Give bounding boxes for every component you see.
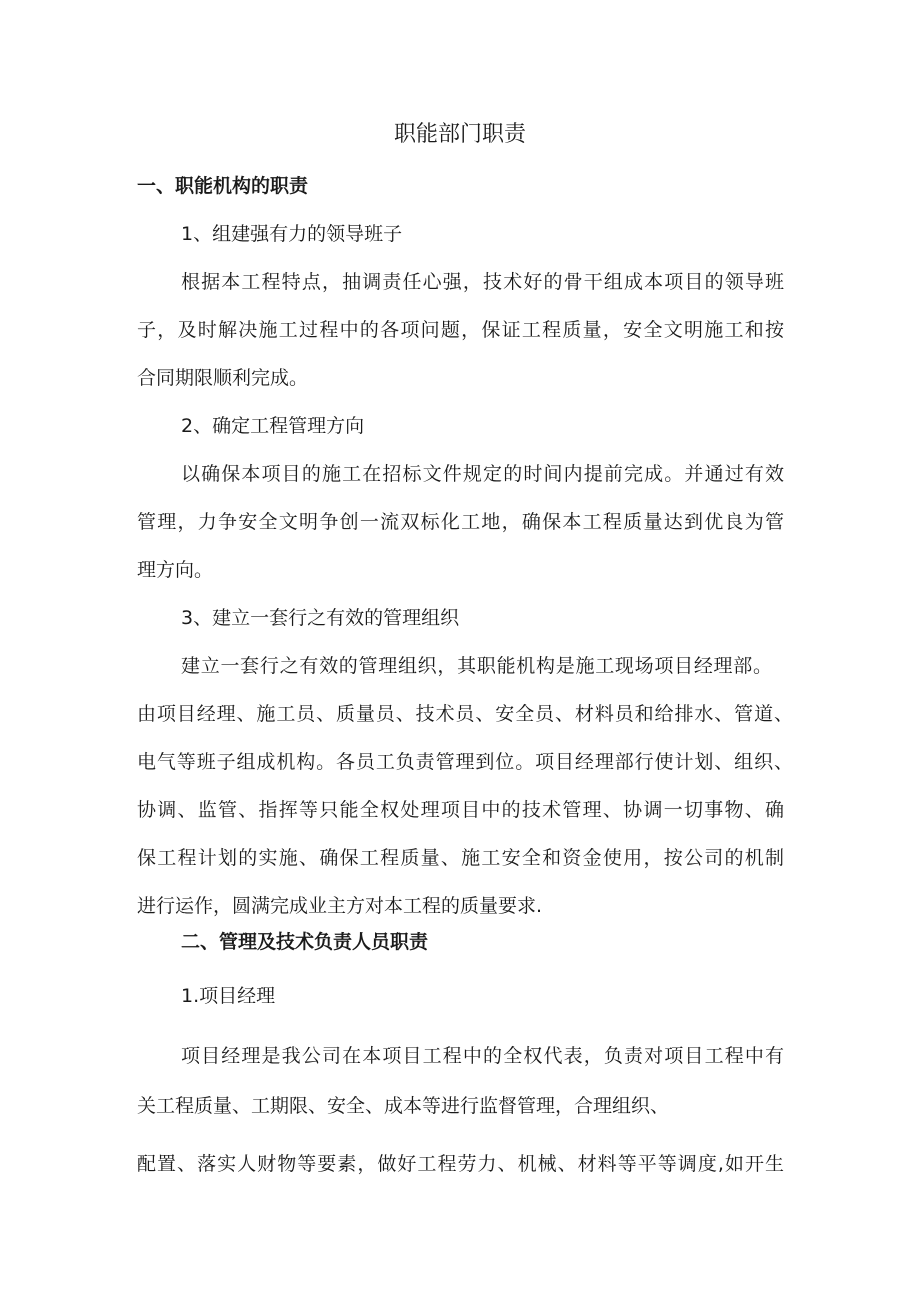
paragraph-line: 配置、落实人财物等要素，做好工程劳力、机械、材料等平等调度,如开生 bbox=[137, 1153, 784, 1175]
paragraph-line: 理方向。 bbox=[137, 559, 214, 581]
section-2-heading: 二、管理及技术负责人员职责 bbox=[181, 931, 429, 953]
paragraph-line: 根据本工程特点，抽调责任心强，技术好的骨干组成本项目的领导班 bbox=[181, 271, 784, 293]
item-3-title: 3、建立一套行之有效的管理组织 bbox=[181, 607, 460, 629]
paragraph-line: 协调、监管、指挥等只能全权处理项目中的技术管理、协调一切事物、确 bbox=[137, 799, 784, 821]
paragraph-line: 电气等班子组成机构。各员工负责管理到位。项目经理部行使计划、组织、 bbox=[137, 751, 793, 773]
section-1-heading: 一、职能机构的职责 bbox=[137, 175, 309, 197]
paragraph-line: 项目经理是我公司在本项目工程中的全权代表，负责对项目工程中有 bbox=[181, 1045, 784, 1067]
paragraph-line: 子，及时解决施工过程中的各项问题，保证工程质量，安全文明施工和按 bbox=[137, 319, 784, 341]
item-2-1-title: 1.项目经理 bbox=[181, 985, 276, 1007]
paragraph-line: 管理，力争安全文明争创一流双标化工地，确保本工程质量达到优良为管 bbox=[137, 511, 784, 533]
paragraph-line: 关工程质量、工期限、安全、成本等进行监督管理，合理组织、 bbox=[137, 1095, 670, 1117]
paragraph-line: 合同期限顺利完成。 bbox=[137, 367, 309, 389]
paragraph-line: 进行运作，圆满完成业主方对本工程的质量要求. bbox=[137, 895, 543, 917]
paragraph-line: 由项目经理、施工员、质量员、技术员、安全员、材料员和给排水、管道、 bbox=[137, 703, 793, 725]
paragraph-line: 以确保本项目的施工在招标文件规定的时间内提前完成。并通过有效 bbox=[181, 463, 784, 485]
paragraph-line: 建立一套行之有效的管理组织，其职能机构是施工现场项目经理部。 bbox=[181, 655, 772, 677]
item-1-title: 1、组建强有力的领导班子 bbox=[181, 223, 403, 245]
document-title: 职能部门职责 bbox=[393, 122, 526, 147]
paragraph-line: 保工程计划的实施、确保工程质量、施工安全和资金使用，按公司的机制 bbox=[137, 847, 784, 869]
item-2-title: 2、确定工程管理方向 bbox=[181, 415, 365, 437]
